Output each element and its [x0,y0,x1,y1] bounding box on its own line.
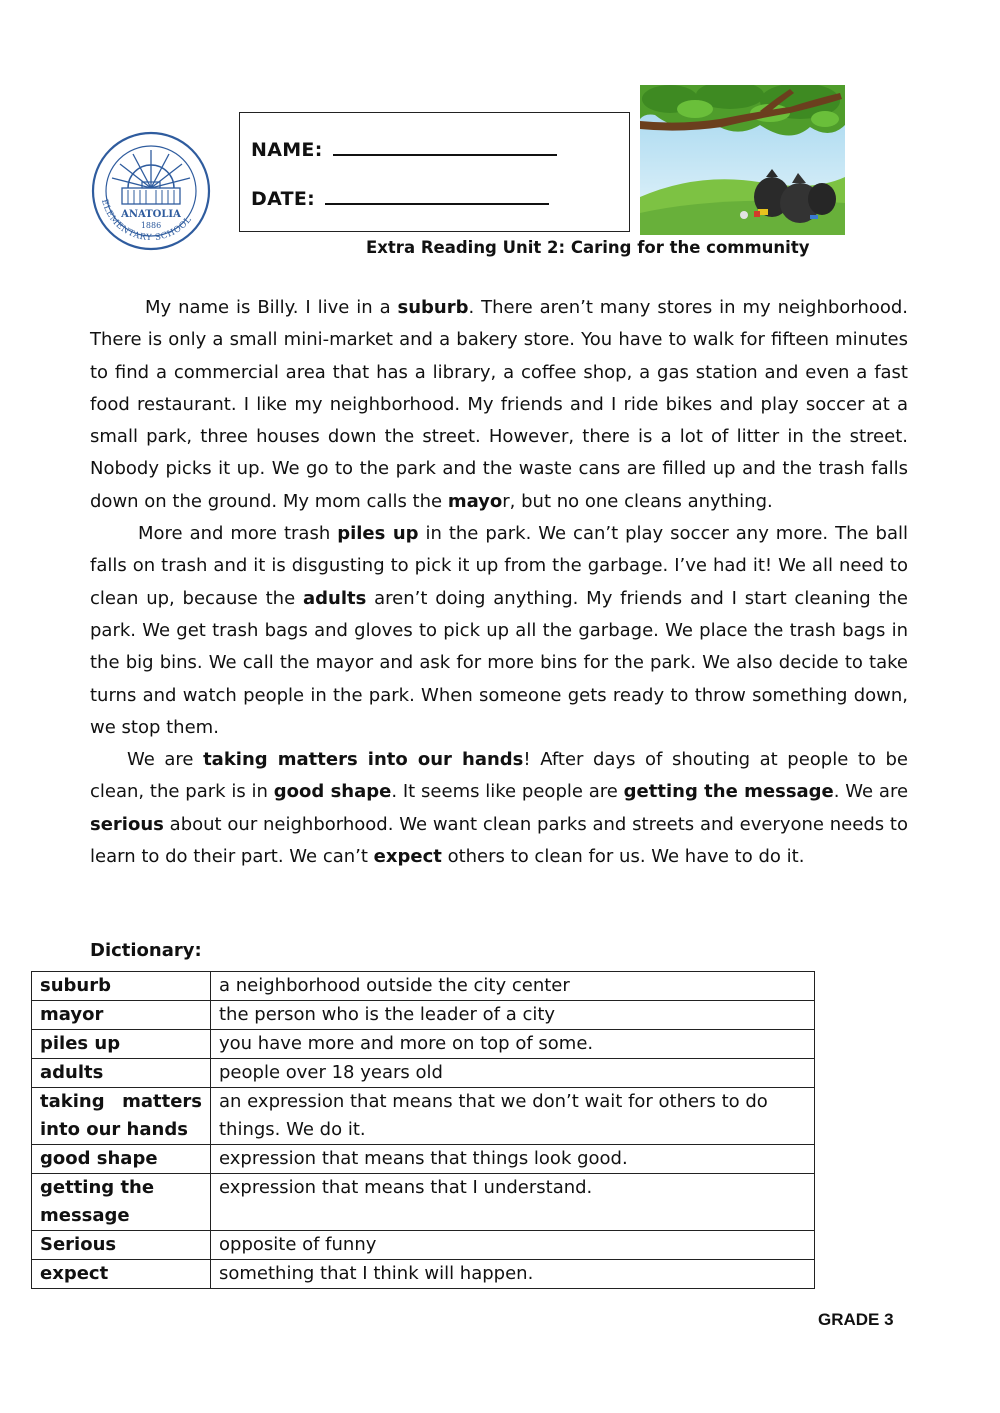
dictionary-term: suburb [32,972,211,1001]
dictionary-definition: expression that means that things look good. [211,1145,815,1174]
logo-year: 1886 [140,221,162,230]
dictionary-definition: something that I think will happen. [211,1260,815,1289]
dictionary-row [32,1174,815,1231]
passage-text: others to clean for us. We have to do it. [441,846,805,868]
school-logo [90,130,212,252]
date-blank-line[interactable] [325,189,549,205]
dictionary-term: good shape [32,1145,211,1174]
passage-text: . There aren’t many stores in my neighborhood. There is only a small mini-market and a bakery store. You have to walk for fifteen minutes to find a commercial area that has a library, a coffee shop, a gas station and even a fast food restaurant. I like my neighborhood. My friends and I ride bikes and play soccer at a small park, three houses down the street. However, there is a lot of litter in the street. Nobody picks it up. We go to the park and the waste cans are filled up and the trash falls down on the ground. My mom calls the [90,297,908,512]
dictionary-term: adults [32,1059,211,1088]
dictionary-definition: people over 18 years old [211,1059,815,1088]
passage-text: . It seems like people are [391,781,624,803]
dictionary-term: piles up [32,1030,211,1059]
dictionary-table [31,971,815,1289]
dictionary-row [32,1231,815,1260]
passage-text: in the park. We can’t play soccer any more. The ball falls on trash and it is disgusting to pick it up from the garbage. I’ve had it! We all need to clean up, because the [90,523,908,609]
passage-text: aren’t doing anything. My friends and I start cleaning the park. We get trash bags and gloves to pick up all the garbage. We place the trash bags in the big bins. We call the mayor and ask for more bins for the park. We also decide to take turns and watch people in the park. When someone gets ready to throw something down, we stop them. [90,587,908,738]
dictionary-definition: an expression that means that we don’t wait for others to do things. We do it. [211,1088,815,1145]
name-label: NAME: [251,139,323,161]
dictionary-definition: opposite of funny [211,1231,815,1260]
passage-text: . We are [833,781,909,803]
unit-title: Extra Reading Unit 2: Caring for the community [366,238,810,257]
dictionary-row [32,1001,815,1030]
logo-subtitle: ELEMENTARY SCHOOL [98,198,195,244]
dictionary-term: taking matters into our hands [32,1088,211,1145]
grade-label: GRADE 3 [818,1310,894,1329]
vocab-word: suburb [397,297,469,318]
passage-paragraph-1 [90,292,908,518]
reading-passage [90,292,908,873]
passage-text: about our neighborhood. We want clean parks and streets and everyone needs to learn to do their part. We can’t [90,813,908,868]
dictionary-term: mayor [32,1001,211,1030]
dictionary-label: Dictionary: [90,940,202,961]
passage-paragraph-2 [90,518,908,744]
logo-name: ANATOLIA [121,209,181,220]
date-row [251,188,549,210]
vocab-word: good shape [273,781,392,803]
name-blank-line[interactable] [333,140,557,156]
dictionary-row [32,1030,815,1059]
dictionary-row [32,1145,815,1174]
passage-text: We are [127,749,204,771]
dictionary-row [32,1088,815,1145]
vocab-word: taking matters into our hands [203,749,524,771]
dictionary-definition: expression that means that I understand. [211,1174,815,1231]
date-label: DATE: [251,188,316,210]
vocab-word: expect [373,846,442,868]
passage-text: More and more trash [138,523,338,545]
vocab-word: adults [302,587,367,609]
dictionary-row [32,1059,815,1088]
name-date-box [239,112,630,232]
dictionary-row [32,1260,815,1289]
vocab-word: serious [90,813,164,835]
dictionary-row [32,972,815,1001]
dictionary-term: getting the message [32,1174,211,1231]
dictionary-term: Serious [32,1231,211,1260]
passage-paragraph-3 [90,744,908,873]
dictionary-term: expect [32,1260,211,1289]
vocab-word: mayo [447,490,503,512]
dictionary-definition: you have more and more on top of some. [211,1030,815,1059]
passage-text: My name is Billy. I live in a [145,297,398,318]
passage-text: r, but no one cleans anything. [502,490,773,512]
vocab-word: piles up [337,523,419,545]
vocab-word: getting the message [623,781,834,803]
park-litter-illustration [640,85,845,235]
passage-text: ! After days of shouting at people to be clean, the park is in [90,749,908,803]
name-row [251,139,557,161]
dictionary-definition: the person who is the leader of a city [211,1001,815,1030]
dictionary-definition: a neighborhood outside the city center [211,972,815,1001]
